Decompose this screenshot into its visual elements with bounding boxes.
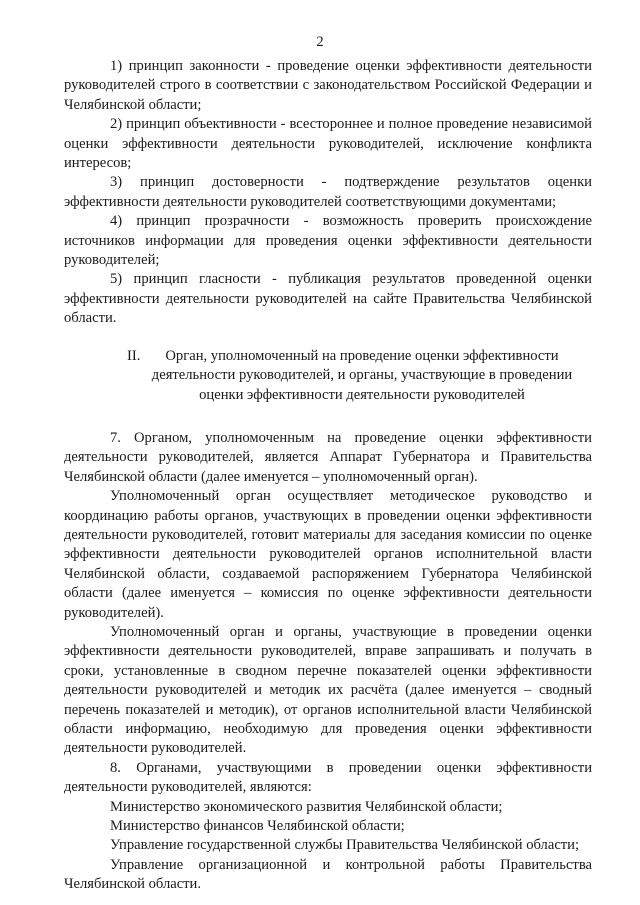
paragraph: Уполномоченный орган и органы, участвующие в проведении оценки эффективности деятельности руководителей, вправе запрашивать и получать в сроки, установленные в сводном перечне показателей оценки эффективности деятельности руководителей и методик их расчёта (далее именуется – сводный перечень показателей и методик), от органов исполнительной власти Челябинской области информацию, необходимую для проведения оценки эффективности деятельности руководителей.	[64, 623, 592, 757]
principle-item: 2) принцип объективности - всестороннее и полное проведение независимой оценки эффективности деятельности руководителей, исключение конфликта интересов;	[64, 116, 592, 172]
page-number: 2	[316, 34, 324, 50]
paragraph: 8. Органами, участвующими в проведении оценки эффективности деятельности руководителей, являются:	[64, 759, 592, 796]
paragraph: Уполномоченный орган осуществляет методическое руководство и координацию работы органов, участвующих в проведении оценки эффективности деятельности руководителей, готовит материалы для заседания комиссии по оценке эффективности деятельности руководителей органов исполнительной власти Челябинской области, создаваемой распоряжением Губернатора Челябинской области (далее именуется – комиссия по оценке эффективности деятельности руководителей).	[64, 488, 592, 621]
document-body	[64, 57, 592, 895]
organ-item: Министерство финансов Челябинской области;	[110, 818, 405, 835]
section-heading	[64, 347, 592, 405]
organ-item: Управление государственной службы Правительства Челябинской области;	[110, 837, 580, 854]
principle-item: 1) принцип законности - проведение оценки эффективности деятельности руководителей строго в соответствии с законодательством Российской Федерации и Челябинской области;	[64, 58, 592, 113]
principle-item: 3) принцип достоверности - подтверждение результатов оценки эффективности деятельности руководителей соответствующими документами;	[64, 174, 592, 210]
section-number: II.	[127, 347, 141, 364]
section-title: Орган, уполномоченный на проведение оценки эффективности деятельности руководителей, и органы, участвующие в проведении оценки эффективности деятельности руководителей	[151, 347, 573, 403]
organ-item: Министерство экономического развития Челябинской области;	[110, 798, 503, 815]
principle-item: 4) принцип прозрачности - возможность проверить происхождение источников информации для проведения оценки эффективности деятельности руководителей;	[64, 213, 592, 269]
organ-item: Управление организационной и контрольной работы Правительства Челябинской области.	[64, 856, 592, 893]
paragraph: 7. Органом, уполномоченным на проведение оценки эффективности деятельности руководителей, является Аппарат Губернатора и Правительства Челябинской области (далее именуется – уполномоченный орган).	[64, 429, 592, 485]
principle-item: 5) принцип гласности - публикация результатов проведенной оценки эффективности деятельности руководителей на сайте Правительства Челябинской области.	[64, 271, 592, 327]
